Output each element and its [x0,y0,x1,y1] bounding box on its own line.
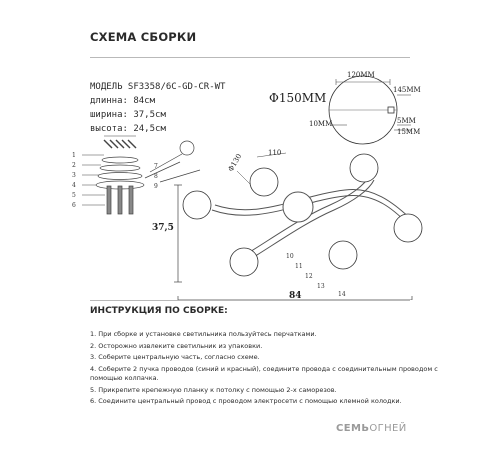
part-number: 8 [154,173,158,180]
part-number: 14 [338,291,346,298]
shade-1 [183,191,211,219]
dim-15-label: 15MM [397,128,421,136]
shade-3 [350,154,378,182]
part-number: 3 [72,172,76,179]
shade-4 [394,214,422,242]
model-name: МОДЕЛЬ SF3358/6C-GD-CR-WT [90,82,226,92]
canopy-diameter-label: Φ150MM [269,91,327,105]
brand-light: ОГНЕЙ [369,423,407,434]
part-number: 1 [72,152,76,159]
part-number: 10 [286,253,294,260]
instruction-step: 6. Соедините центральный провод с проводом электросети с помощью клемной колодки. [90,397,402,406]
page-title: СХЕМА СБОРКИ [90,30,197,44]
part-number: 12 [305,273,313,280]
part-number: 6 [72,202,76,209]
middle-divider [90,300,410,301]
height-dimension [174,185,182,282]
instruction-step: 3. Соберите центральную часть, согласно схеме. [90,353,260,362]
part-number: 2 [72,162,76,169]
dim-145-label: 145MM [393,86,421,94]
dim-120-label: 120MM [347,71,375,79]
brand-bold: СЕМЬ [336,423,370,434]
instruction-step: 4. Соберите 2 пучка проводов (синий и красный), соедините провода с соединительным проводом с помощью колпачка. [90,365,438,383]
dim-5-label: 5MM [397,117,416,125]
shade-width-label: 110 [268,149,282,157]
part-number: 9 [154,183,158,190]
instructions-title: ИНСТРУКЦИЯ ПО СБОРКЕ: [90,306,228,316]
part-number: 4 [72,182,76,189]
shade-5 [230,248,258,276]
spec-length: длинна: 84см [90,96,156,106]
instruction-step: 1. При сборке и установке светильника пользуйтесь перчатками. [90,330,317,338]
height-dimension-label: 37,5 [152,223,174,233]
shade-diameter-label: Φ130 [226,152,244,173]
brand-logo [336,423,407,434]
length-dimension-label: 84 [289,291,302,300]
part-number: 5 [72,192,76,199]
instruction-steps [90,330,440,409]
shade-2 [250,168,278,196]
dim-10-label: 10MM [309,120,333,128]
part-number: 11 [295,263,303,270]
mounting-hardware [82,136,200,214]
instruction-step: 5. Прикрепите крепежную планку к потолку с помощью 2-х саморезов. [90,385,337,394]
shade-6 [329,241,357,269]
spec-height: высота: 24,5см [90,124,166,134]
part-number: 7 [154,163,158,170]
spec-width: ширина: 37,5см [90,110,166,120]
part-number: 13 [317,283,325,290]
instruction-step: 2. Осторожно извлеките светильник из упаковки. [90,341,263,350]
